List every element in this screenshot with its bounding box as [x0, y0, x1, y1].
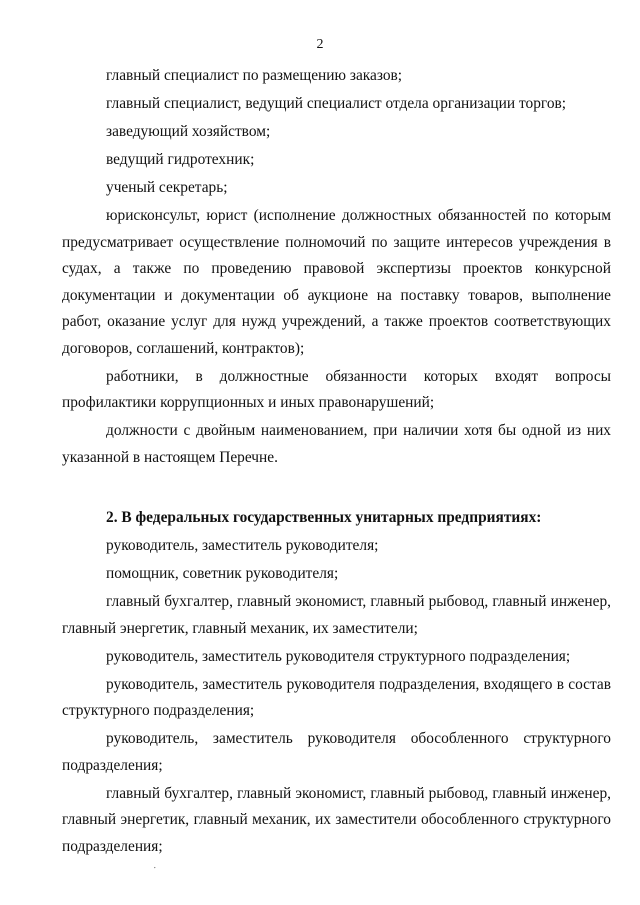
- paragraph-subunit-head: руководитель, заместитель руководителя подразделения, входящего в состав структурного подразделения;: [62, 675, 611, 719]
- paragraph-separate-unit-head: руководитель, заместитель руководителя обособленного структурного подразделения;: [62, 730, 611, 774]
- paragraph-unit-head: руководитель, заместитель руководителя структурного подразделения;: [106, 647, 571, 665]
- scan-artifact: ⠂: [153, 864, 159, 873]
- document-body: [62, 63, 611, 862]
- paragraph-hydro-technician: ведущий гидротехник;: [106, 151, 255, 168]
- paragraph-assistant-advisor: помощник, советник руководителя;: [106, 565, 339, 582]
- paragraph-scientific-secretary: ученый секретарь;: [106, 179, 228, 196]
- paragraph-legal-counsel: юрисконсульт, юрист (исполнение должностных обязанностей по которым предусматривает осуществление полномочий по защите интересов учреждения в судах, а также по проведению правовой экспертизы проектов конкурсной документации и документации об аукционе на поставку товаров, выполнение работ, оказание услуг для нужд учреждений, а также проектов соответствующих договоров, соглашений, контрактов);: [62, 207, 611, 357]
- paragraph-chief-staff: главный бухгалтер, главный экономист, главный рыбовод, главный инженер, главный энергетик, главный механик, их заместители;: [62, 593, 611, 637]
- paragraph-separate-unit-chief-staff: главный бухгалтер, главный экономист, главный рыбовод, главный инженер, главный энергетик, главный механик, их заместители обособленного структурного подразделения;: [62, 784, 611, 855]
- paragraph-head-deputy: руководитель, заместитель руководителя;: [106, 537, 379, 554]
- paragraph-corruption-prevention: работники, в должностные обязанности которых входят вопросы профилактики коррупционных и иных правонарушений;: [62, 367, 611, 411]
- section-heading-unitary-enterprises: 2. В федеральных государственных унитарных предприятиях:: [106, 509, 542, 526]
- paragraph-household-manager: заведующий хозяйством;: [106, 123, 271, 140]
- page-number: 2: [316, 37, 324, 52]
- paragraph-chief-specialist-orders: главный специалист по размещению заказов;: [106, 67, 403, 84]
- paragraph-chief-specialist-tenders: главный специалист, ведущий специалист отдела организации торгов;: [106, 95, 567, 112]
- paragraph-double-title: должности с двойным наименованием, при наличии хотя бы одной из них указанной в настоящем Перечне.: [62, 422, 611, 466]
